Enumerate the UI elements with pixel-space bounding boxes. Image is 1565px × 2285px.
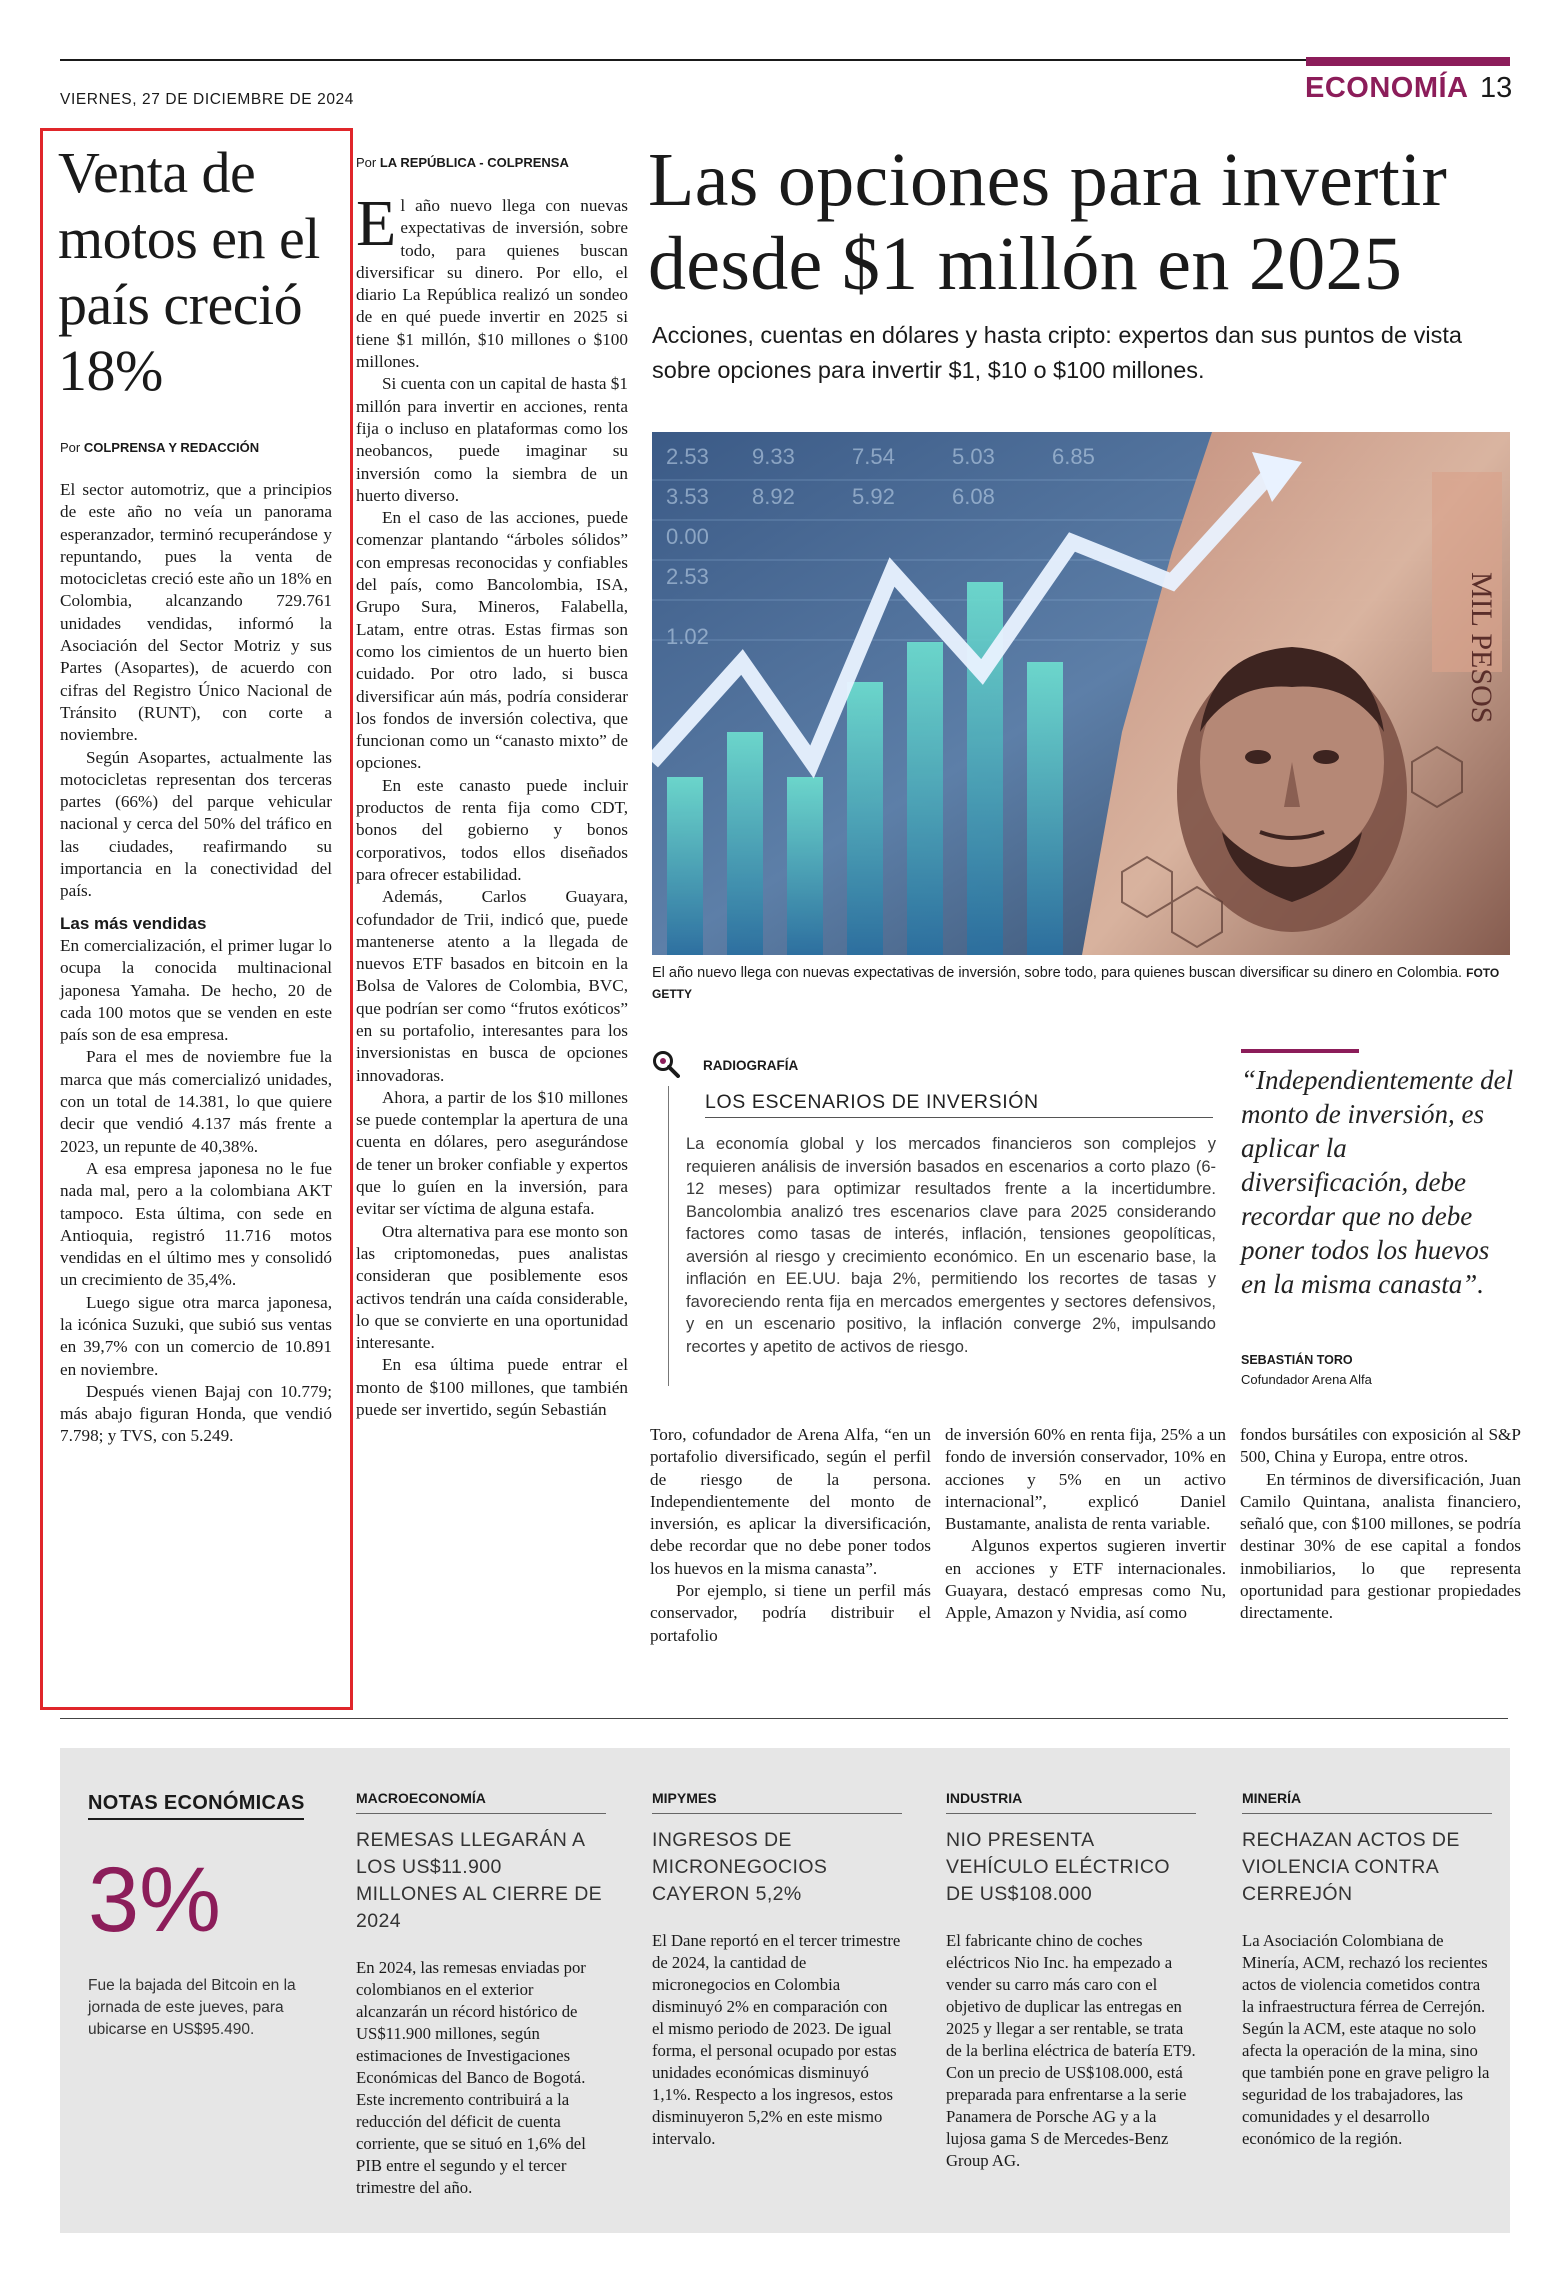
main-article-column-4 — [1240, 1424, 1521, 1625]
nota-category: INDUSTRIA — [946, 1790, 1023, 1806]
nota-item — [652, 1790, 902, 2150]
nota-category: MINERÍA — [1242, 1790, 1302, 1806]
radiografia-title: LOS ESCENARIOS DE INVERSIÓN — [705, 1091, 1039, 1113]
main-article-byline — [356, 155, 569, 170]
ticker-number: 2.53 — [666, 564, 709, 589]
nota-body: La Asociación Colombiana de Minería, ACM, rechazó los recientes actos de violencia cometidos contra la infraestructura férrea de Cerrejón. Según la ACM, este ataque no solo afecta la operación de la mina, sino que también pone en grave peligro la seguridad de los trabajadores, las comunidades y el desarrollo económico de la región. — [1242, 1931, 1490, 2148]
ticker-number: 6.08 — [952, 484, 995, 509]
paragraph: Ahora, a partir de los $10 millones se puede contemplar la apertura de una cuenta en dólares, pero asegurándose de tener un broker confiable y expertos que lo guíen en la inversión, para evitar ser víctima de alguna estafa. — [356, 1087, 628, 1219]
nota-category: MACROECONOMÍA — [356, 1790, 486, 1806]
byline-author: COLPRENSA Y REDACCIÓN — [83, 440, 260, 455]
paragraph: En el caso de las acciones, puede comenzar plantando “árboles sólidos” con empresas reconocidas y confiables del país, como Bancolombia, ISA, Grupo Sura, Mineros, Falabella, Latam, entre otras. Estas firmas son como los cimientos de un huerto bien cuidado. Por otro lado, si busca diversificar aún más, podría considerar los fondos de inversión colectiva, que funcionan como un “canasto mixto” de opciones. — [356, 508, 628, 773]
paragraph: Además, Carlos Guayara, cofundador de Trii, indicó que, puede mantenerse atento a la llegada de nuevos ETF basados en bitcoin en la Bolsa de Valores de Colombia, BVC, que podrían ser como “frutos exóticos” en su portafolio, interesantes para los inversionistas en busca de opciones innovadoras. — [356, 887, 628, 1085]
nota-title: REMESAS LLEGARÁN A LOS US$11.900 MILLONES AL CIERRE DE 2024 — [356, 1829, 603, 1932]
paragraph: Otra alternativa para ese monto son las criptomonedas, pues analistas consideran que posiblemente esos activos tendrán una caída considerable, lo que se convierte en una oportunidad interesante. — [356, 1221, 628, 1353]
pull-quote: “Independientemente del monto de inversión, es aplicar la diversificación, debe recordar que no debe poner todos los huevos en la misma canasta”. — [1241, 1065, 1514, 1299]
section-name: ECONOMÍA — [1305, 72, 1469, 104]
ticker-number: 5.03 — [952, 444, 995, 469]
photo-caption — [652, 963, 1512, 1005]
paragraph: En este canasto puede incluir productos de renta fija como CDT, bonos del gobierno y bonos corporativos, todos ellos diseñados para ofrecer estabilidad. — [356, 775, 628, 884]
paragraph-text: l año nuevo llega con nuevas expectativas de inversión, sobre todo, para quienes buscan diversificar su dinero. Por ello, el diario La República realizó un sondeo de en qué puede invertir en 2025 si tiene $1 millón, $10 millones o $100 millones. — [356, 196, 628, 372]
byline-author: LA REPÚBLICA - COLPRENSA — [379, 155, 569, 170]
byline-prefix: Por — [60, 440, 81, 455]
photo-credit: FOTO GETTY — [652, 966, 1500, 1001]
ticker-number: 1.02 — [666, 624, 709, 649]
left-article-body — [60, 479, 332, 1448]
section-divider — [60, 1718, 1508, 1719]
notas-big-number: 3% — [88, 1849, 221, 1951]
nota-body: En 2024, las remesas enviadas por colombianos en el exterior alcanzarán un récord histórico de US$11.900 millones, según estimaciones de Investigaciones Económicas del Banco de Bogotá. Este incremento contribuirá a la reducción del déficit de cuenta corriente, que se situó en 1,6% del PIB entre el segundo y el tercer trimestre del año. — [356, 1958, 586, 2197]
quote-accent-bar — [1241, 1049, 1359, 1053]
paragraph: Según Asopartes, actualmente las motocicletas representan dos terceras partes (66%) del parque vehicular nacional y cerca del 50% del tráfico en las ciudades, reafirmando su importancia en la conectividad del país. — [60, 747, 332, 901]
ticker-number: 6.85 — [1052, 444, 1095, 469]
ticker-number: 0.00 — [666, 524, 709, 549]
top-rule — [60, 59, 1508, 61]
notas-title: NOTAS ECONÓMICAS — [88, 1792, 305, 1814]
ticker-number: 7.54 — [852, 444, 895, 469]
quote-author: SEBASTIÁN TORO — [1241, 1353, 1353, 1367]
nota-item — [1242, 1790, 1492, 2150]
page-number: 13 — [1480, 72, 1513, 104]
main-subheadline: Acciones, cuentas en dólares y hasta cripto: expertos dan sus puntos de vista sobre opciones para invertir $1, $10 o $100 millones. — [652, 322, 1462, 383]
nota-title: RECHAZAN ACTOS DE VIOLENCIA CONTRA CERREJÓN — [1242, 1829, 1460, 1905]
paragraph: Para el mes de noviembre fue la marca que más comercializó unidades, con un total de 14.381, lo que quiere decir que vendió 4.137 más frente a 2023, un repunte de 40,38%. — [60, 1047, 332, 1156]
ticker-number: 8.92 — [752, 484, 795, 509]
main-article-body — [356, 187, 628, 1421]
subheading: Las más vendidas — [60, 913, 207, 933]
nota-body: El fabricante chino de coches eléctricos Nio Inc. ha empezado a vender su carro más caro con el objetivo de duplicar las entregas en 2025 y llegar a ser rentable, se trata de la berlina eléctrica de batería ET9. Con un precio de US$108.000, está preparada para enfrentarse a la serie Panamera de Porsche AG y a la lujosa gama S de Mercedes-Benz Group AG. — [946, 1931, 1196, 2170]
main-article-column-2 — [650, 1424, 931, 1647]
photo-illustration — [652, 432, 1510, 955]
nota-rule — [946, 1813, 1196, 1814]
left-article-byline — [60, 440, 259, 455]
issue-date: VIERNES, 27 DE DICIEMBRE DE 2024 — [60, 91, 354, 108]
nota-rule — [652, 1813, 902, 1814]
paragraph: Si cuenta con un capital de hasta $1 millón para invertir en acciones, renta fija o incluso en plataformas como los neobancos, puede imaginar su inversión como la siembra de un huerto diverso. — [356, 374, 628, 505]
radiografia-body: La economía global y los mercados financieros son complejos y requieren análisis de inversión basados en escenarios a corto plazo (6-12 meses) para optimizar resultados frente a la incertidumbre. Bancolombia analizó tres escenarios clave para 2025 considerando factores como tasas de interés, inflación, tensiones geopolíticas, aversión al riesgo y crecimiento económico. En un escenario base, la inflación en EE.UU. baja 2%, permitiendo los recortes de tasas y favoreciendo renta fija en mercados emergentes y sectores defensivos, y en un escenario positivo, la inflación converge 2%, impulsando recortes y apetito de activos de riesgo. — [686, 1135, 1216, 1356]
paragraph: En comercialización, el primer lugar lo ocupa la conocida multinacional japonesa Yamaha. De hecho, 20 de cada 100 motos que se venden en este país son de esa empresa. — [60, 935, 332, 1045]
nota-item — [946, 1790, 1196, 2172]
article-photo — [652, 432, 1510, 955]
paragraph: de inversión 60% en renta fija, 25% a un fondo de inversión conservador, 10% en acciones y 5% en un activo internacional”, explicó Daniel Bustamante, analista de renta variable. — [945, 1425, 1226, 1534]
nota-rule — [1242, 1813, 1492, 1814]
ticker-number: 9.33 — [752, 444, 795, 469]
paragraph — [356, 187, 628, 373]
ticker-number: 2.53 — [666, 444, 709, 469]
nota-body: El Dane reportó en el tercer trimestre de 2024, la cantidad de micronegocios en Colombia disminuyó 2% en comparación con el mismo periodo de 2023. De igual forma, el personal ocupado por estas unidades económicas disminuyó 1,1%. Respecto a los ingresos, estos disminuyeron 5,2% en este mismo intervalo. — [652, 1931, 901, 2148]
notas-title-underline — [88, 1818, 304, 1820]
quote-author-role: Cofundador Arena Alfa — [1241, 1372, 1372, 1387]
main-article-column-3 — [945, 1424, 1226, 1625]
paragraph: En términos de diversificación, Juan Camilo Quintana, analista financiero, señaló que, con $100 millones, se podría destinar 30% de ese capital a fondos inmobiliarios, lo que representa oportunidad para gestionar propiedades directamente. — [1240, 1469, 1521, 1623]
notas-big-number-description: Fue la bajada del Bitcoin en la jornada de este jueves, para ubicarse en US$95.490. — [88, 1977, 296, 2038]
paragraph: Algunos expertos sugieren invertir en acciones y ETF internacionales. Guayara, destacó empresas como Nu, Apple, Amazon y Nvidia, así como — [945, 1536, 1226, 1623]
nota-title: INGRESOS DE MICRONEGOCIOS CAYERON 5,2% — [652, 1829, 828, 1905]
nota-rule — [356, 1813, 606, 1814]
paragraph: A esa empresa japonesa no le fue nada mal, pero a la colombiana AKT tampoco. Esta última, con sede en Antioquia, registró 11.716 motos vendidas en el último mes y consolidó un crecimiento de 35,4%. — [60, 1158, 332, 1290]
main-headline: Las opciones para invertir desde $1 millón en 2025 — [648, 138, 1448, 306]
ticker-number: 3.53 — [666, 484, 709, 509]
paragraph: Después vienen Bajaj con 10.779; más abajo figuran Honda, que vendió 7.798; y TVS, con 5.249. — [60, 1381, 332, 1446]
radiografia-side-rule — [668, 1086, 669, 1386]
left-article-headline: Venta de motos en el país creció 18% — [58, 140, 320, 403]
nota-item — [356, 1790, 606, 2199]
drop-cap: E — [356, 187, 397, 260]
paragraph: Luego sigue otra marca japonesa, la icónica Suzuki, que subió sus ventas en 39,7% con un comercio de 10.891 en noviembre. — [60, 1292, 332, 1379]
banknote-text: MIL PESOS — [1465, 572, 1498, 724]
section-accent-bar — [1306, 57, 1510, 66]
byline-prefix: Por — [356, 155, 377, 170]
paragraph: fondos bursátiles con exposición al S&P 500, China y Europa, entre otros. — [1240, 1425, 1521, 1467]
radiografia-label: RADIOGRAFÍA — [703, 1058, 799, 1073]
paragraph: Toro, cofundador de Arena Alfa, “en un portafolio diversificado, según el perfil de riesgo de la persona. Independientemente del monto de inversión, es aplicar la diversificación, debe recordar que no debe poner todos los huevos en la misma canasta”. — [650, 1425, 931, 1578]
magnifier-icon — [652, 1050, 680, 1078]
nota-title: NIO PRESENTA VEHÍCULO ELÉCTRICO DE US$108.000 — [946, 1829, 1170, 1905]
paragraph: El sector automotriz, que a principios de este año no veía un panorama esperanzador, terminó recuperándose y repuntando, pues la venta de motocicletas creció este año un 18% en Colombia, alcanzando 729.761 unidades vendidas, informó la Asociación del Sector Motriz y sus Partes (Asopartes), de acuerdo con cifras del Registro Único Nacional de Tránsito (RUNT), con corte a noviembre. — [60, 480, 332, 745]
ticker-number: 5.92 — [852, 484, 895, 509]
caption-text: El año nuevo llega con nuevas expectativas de inversión, sobre todo, para quienes buscan diversificar su dinero en Colombia. — [652, 965, 1463, 981]
radiografia-rule — [705, 1117, 1213, 1118]
paragraph: Por ejemplo, si tiene un perfil más conservador, podría distribuir el portafolio — [650, 1581, 931, 1645]
nota-category: MIPYMES — [652, 1790, 717, 1806]
paragraph: En esa última puede entrar el monto de $100 millones, que también puede ser invertido, según Sebastián — [356, 1355, 628, 1420]
